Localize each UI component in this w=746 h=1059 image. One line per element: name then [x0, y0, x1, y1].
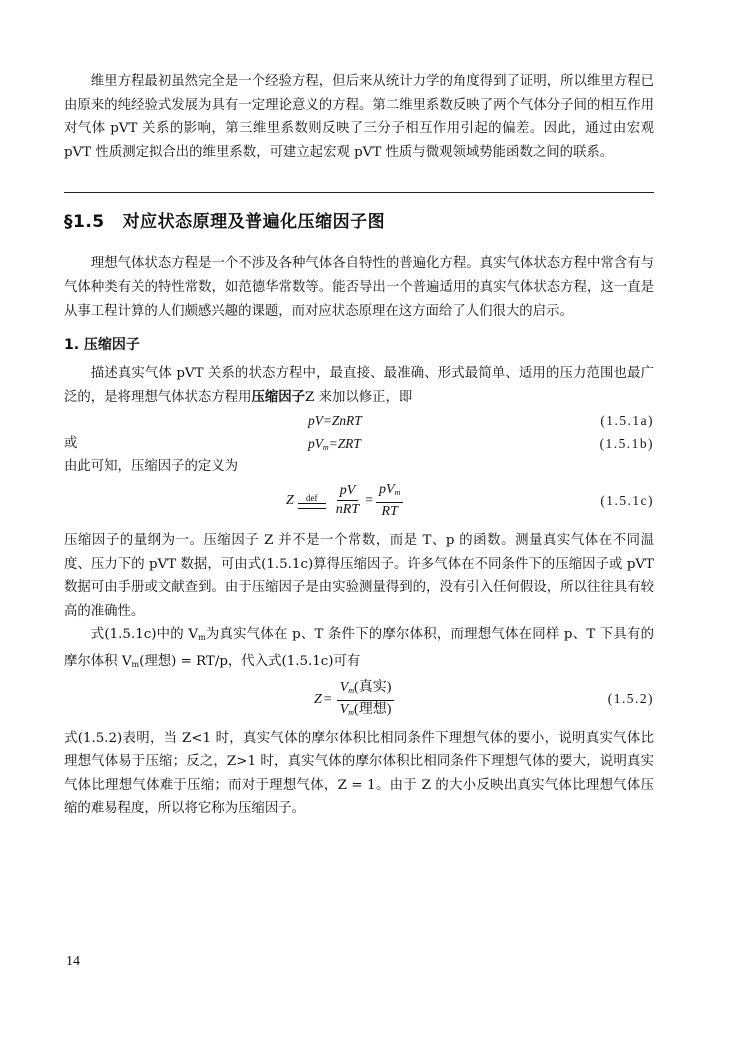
vm-sub-1: m [198, 633, 206, 643]
vm-text-a: 式(1.5.1c)中的 V [90, 627, 199, 643]
eq-2-num-pre: V [339, 679, 349, 695]
eq-1c-num1: pV [337, 482, 359, 501]
eq-2-numerator [337, 679, 395, 701]
section-heading [64, 207, 654, 232]
section-divider [64, 192, 654, 193]
eq-2-lhs: Z [314, 692, 322, 707]
eq-2-num-sub: m [348, 685, 355, 695]
eq-1c-den2: RT [381, 503, 398, 519]
eq-1c-num2 [376, 481, 403, 503]
eq-1b-pre: pV [308, 436, 323, 452]
eq-2-den-post: (理想) [354, 701, 392, 717]
eq-1c-equals: = [365, 492, 374, 508]
describe-text-b: Z 来加以修正，即 [305, 389, 413, 405]
vm-text-c: (理想) = RT/p，代入式(1.5.1c)可有 [139, 653, 361, 669]
eq-1b-sub: m [322, 443, 329, 453]
equation-1-5-2-formula [314, 679, 397, 722]
subsection-heading: 1. 压缩因子 [64, 337, 140, 354]
vm-sub-2: m [131, 659, 140, 669]
equation-1-5-2 [64, 677, 654, 727]
eq-1c-def-label: def [306, 492, 318, 503]
eq-1c-num2-sub: m [394, 487, 401, 497]
equation-1-5-1b-formula [308, 432, 361, 459]
section-number: §1.5 [64, 212, 105, 233]
eq-1c-fraction-2 [376, 481, 403, 521]
vm-text-b: 为真实气体在 p、T 条件下的摩尔体积，而理想气体在同样 p、T 下具有的摩尔体积 V [64, 627, 654, 669]
equation-1-5-1a [64, 409, 654, 432]
eq-2-fraction [337, 679, 395, 722]
eq-2-num-post: (真实) [354, 679, 392, 695]
eq-1c-def-bars [298, 503, 326, 509]
equation-1-5-2-tag: (1.5.2) [607, 690, 654, 706]
eq-2-denominator [337, 701, 395, 722]
page-body [64, 70, 654, 821]
describe-text-a: 描述真实气体 pVT 关系的状态方程中，最直接、最准确、形式最简单、适用的压力范围也最广泛的，是将理想气体状态方程用 [64, 366, 654, 405]
equation-1-5-1a-tag: (1.5.1a) [600, 413, 654, 429]
equation-1-5-1c-tag: (1.5.1c) [600, 492, 654, 508]
intro-paragraph: 维里方程最初虽然完全是一个经验方程，但后来从统计力学的角度得到了证明，所以维里方程已由原来的纯经验式发展为具有一定理论意义的方程。第二维里系数反映了两个气体分子间的相互作用对气体 pVT 关系的影响，第三维里系数则反映了三分子相互作用引起的偏差。因此，通过由宏观 pVT 性质测定拟合出的维里系数，可建立起宏观 pVT 性质与微观领域势能函数之间的联系。 [64, 74, 654, 160]
eq-1c-lhs: Z [286, 492, 294, 508]
describe-paragraph [64, 362, 654, 409]
eq-1c-num2-pre: pV [379, 481, 395, 497]
eq-2-den-sub: m [348, 707, 355, 717]
equation-1-5-1b [64, 432, 654, 455]
section-title: 对应状态原理及普遍化压缩因子图 [122, 212, 386, 233]
describe-bold-term: 压缩因子 [251, 388, 306, 405]
eq-1b-post: =ZRT [328, 436, 361, 452]
equation-1-5-1b-tag: (1.5.1b) [599, 436, 654, 452]
dimension-paragraph: 压缩因子的量纲为一。压缩因子 Z 并不是一个常数，而是 T、p 的函数。测量真实气体在不同温度、压力下的 pVT 数据，可由式(1.5.1c)算得压缩因子。许多气体在不同条件下的压缩因子或 pVT 数据可由手册或文献查到。由于压缩因子是由实验测量得到的，没有引入任何假设，所以往往具有较高的准确性。 [64, 532, 654, 619]
eq-1c-def-symbol [298, 493, 326, 509]
section-paragraph: 理想气体状态方程是一个不涉及各种气体各自特性的普遍化方程。真实气体状态方程中常含有与气体种类有关的特性常数，如范德华常数等。能否导出一个普遍适用的真实气体状态方程，这一直是从事工程计算的人们颇感兴趣的课题，而对应状态原理在这方面给了人们很大的启示。 [64, 256, 654, 319]
equation-1-5-1a-formula: pV=ZnRT [308, 413, 362, 429]
eq-2-den-pre: V [339, 701, 349, 717]
or-label: 或 [64, 436, 78, 452]
vm-paragraph [64, 623, 654, 676]
definition-intro: 由此可知，压缩因子的定义为 [64, 459, 239, 475]
eq-1c-den1: nRT [335, 502, 360, 518]
equation-1-5-1c [64, 479, 654, 529]
eq-1c-fraction-1 [333, 482, 362, 519]
page-number: 14 [66, 954, 80, 969]
equation-1-5-1c-formula [286, 481, 406, 521]
eq-2-equals: = [323, 692, 332, 707]
conclusion-paragraph: 式(1.5.2)表明，当 Z<1 时，真实气体的摩尔体积比相同条件下理想气体的要小，说明真实气体比理想气体易于压缩；反之，Z>1 时，真实气体的摩尔体积比相同条件下理想气体的要大，说明真实气体比理想气体难于压缩；而对于理想气体，Z = 1。由于 Z 的大小反映出真实气体比理想气体压缩的难易程度，所以将它称为压缩因子。 [64, 730, 654, 817]
